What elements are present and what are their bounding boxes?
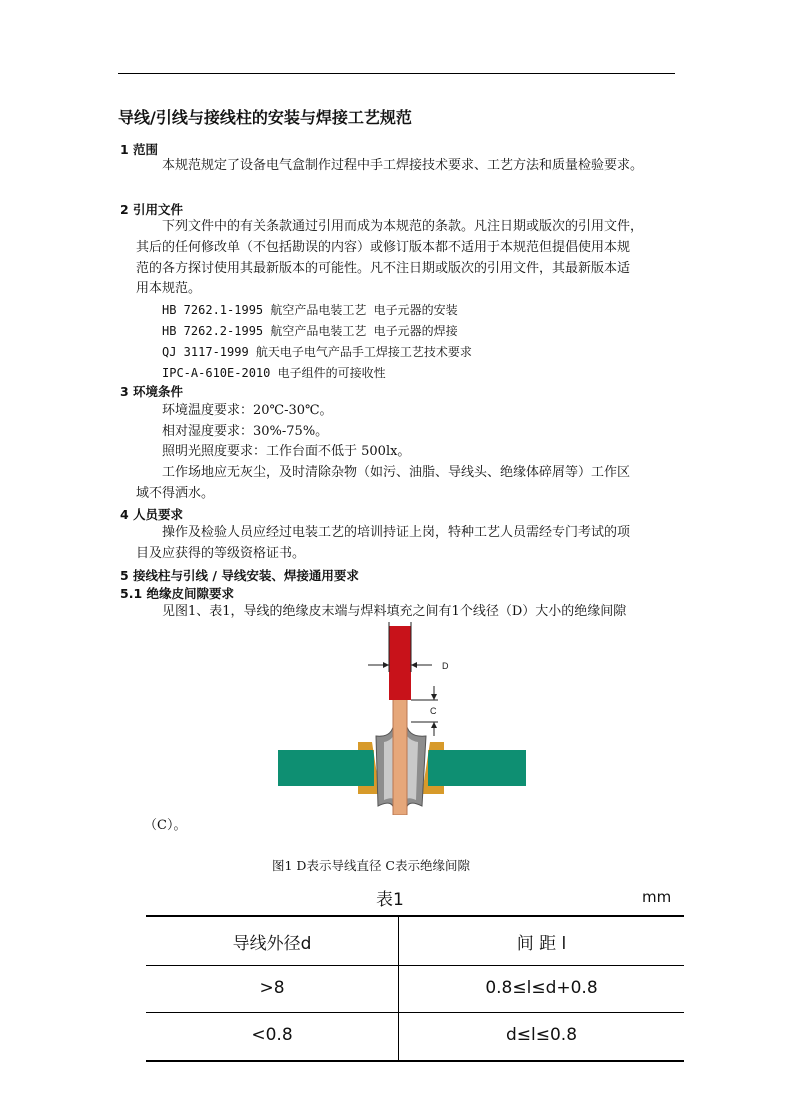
section-5-1-text: 见图1、表1，导线的绝缘皮末端与焊料填充之间有1个线径（D）大小的绝缘间隙 — [162, 604, 627, 619]
table-header-cell: 间 距 l — [516, 934, 567, 954]
header-rule — [118, 73, 675, 74]
section-1-heading: 1 范围 — [120, 142, 159, 157]
section-4-line-1: 操作及检验人员应经过电装工艺的培训持证上岗，特种工艺人员需经专门考试的项 — [162, 525, 631, 540]
env-lighting: 照明光照度要求：工作台面不低于 500lx。 — [162, 444, 411, 459]
table-title: 表1 — [376, 890, 404, 910]
section-3-heading: 3 环境条件 — [120, 384, 184, 399]
dim-arrowhead — [383, 662, 389, 668]
label-d: D — [442, 661, 449, 671]
section-5-heading: 5 接线柱与引线 / 导线安装、焊接通用要求 — [120, 568, 359, 583]
table-cell: 0.8≤l≤d+0.8 — [485, 978, 598, 998]
section-2-line-2: 其后的任何修改单（不包括勘误的内容）或修订版本都不适用于本规范但提倡使用本规 — [136, 240, 631, 255]
env-workplace-line-2: 域不得洒水。 — [136, 486, 215, 501]
section-1-text: 本规范规定了设备电气盒制作过程中手工焊接技术要求、工艺方法和质量检验要求。 — [162, 158, 644, 173]
dim-arrowhead — [431, 694, 437, 700]
ref-item: QJ 3117-1999 航天电子电气产品手工焊接工艺技术要求 — [162, 345, 472, 359]
dim-arrowhead — [411, 662, 417, 668]
table-bottom-rule — [146, 1060, 684, 1062]
figure-1-solder-diagram — [272, 620, 542, 815]
table-cell: <0.8 — [251, 1025, 293, 1045]
board-right — [428, 750, 526, 786]
section-2-line-1: 下列文件中的有关条款通过引用而成为本规范的条款。凡注日期或版次的引用文件， — [162, 219, 644, 234]
label-c: C — [430, 706, 437, 716]
ref-item: IPC-A-610E-2010 电子组件的可接收性 — [162, 366, 386, 380]
board-left — [278, 750, 374, 786]
env-temperature: 环境温度要求：20℃-30℃。 — [162, 403, 333, 418]
table-cell: >8 — [259, 978, 285, 998]
dim-arrowhead — [431, 722, 437, 728]
section-5-1-heading: 5.1 绝缘皮间隙要求 — [120, 586, 234, 601]
section-4-line-2: 目及应获得的等级资格证书。 — [136, 546, 306, 561]
section-2-heading: 2 引用文件 — [120, 202, 184, 217]
ref-item: HB 7262.2-1995 航空产品电装工艺 电子元器的焊接 — [162, 324, 458, 338]
wire-conductor — [393, 690, 407, 815]
table-unit: mm — [642, 888, 672, 906]
wire-insulation — [389, 626, 411, 700]
table-row-rule — [146, 1012, 684, 1013]
section-4-heading: 4 人员要求 — [120, 507, 184, 522]
table-top-rule — [146, 915, 684, 917]
table-cell: d≤l≤0.8 — [505, 1025, 578, 1045]
table-header-cell: 导线外径d — [232, 934, 312, 954]
env-workplace-line-1: 工作场地应无灰尘，及时清除杂物（如污、油脂、导线头、绝缘体碎屑等）工作区 — [162, 465, 631, 480]
figure-caption: 图1 D表示导线直径 C表示绝缘间隙 — [272, 858, 470, 873]
ref-item: HB 7262.1-1995 航空产品电装工艺 电子元器的安装 — [162, 303, 458, 317]
table-row-rule — [146, 965, 684, 966]
section-2-line-3: 范的各方探讨使用其最新版本的可能性。凡不注日期或版次的引用文件，其最新版本适 — [136, 261, 631, 276]
section-2-line-4: 用本规范。 — [136, 281, 202, 296]
section-5-1-tail: （C）。 — [144, 818, 187, 833]
env-humidity: 相对湿度要求：30%-75%。 — [162, 424, 329, 439]
doc-title: 导线/引线与接线柱的安装与焊接工艺规范 — [118, 108, 412, 127]
